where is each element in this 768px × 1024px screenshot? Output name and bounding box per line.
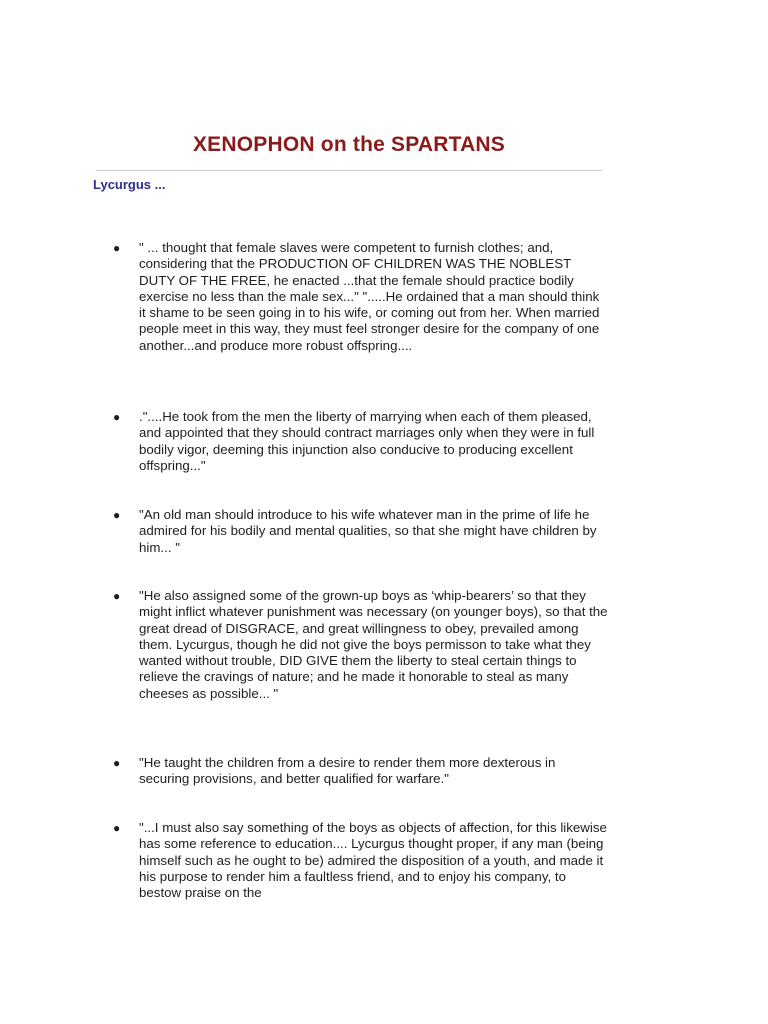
list-item <box>113 588 609 702</box>
page-title: XENOPHON on the SPARTANS <box>192 133 506 156</box>
quote-text: ."....He took from the men the liberty of marrying when each of them pleased, and appointed that they should contract marriages only when they were in full bodily vigor, deeming this injunction also conducive to producing excellent offspring..." <box>139 409 595 473</box>
bullet-icon: ● <box>113 241 121 255</box>
list-item <box>113 240 609 354</box>
section-subheading: Lycurgus ... <box>93 177 166 192</box>
bullet-icon: ● <box>113 756 121 770</box>
quote-text: " ... thought that female slaves were competent to furnish clothes; and, considering that the PRODUCTION OF CHILDREN WAS THE NOBLEST DUTY OF THE FREE, he enacted ...that the female should practice bodily exercise no less than the male sex..." ".....He ordained that a man should think it shame to be seen going in to his wife, or coming out from her. When married people meet in this way, they must feel stronger desire for the company of one another...and produce more robust offspring.... <box>139 240 600 353</box>
list-item <box>113 820 609 901</box>
list-item <box>113 409 609 474</box>
list-item <box>113 755 609 788</box>
quote-text: "He taught the children from a desire to render them more dexterous in securing provisions, and better qualified for warfare." <box>139 755 556 787</box>
title-divider <box>96 170 602 171</box>
quote-text: "An old man should introduce to his wife whatever man in the prime of life he admired for his bodily and mental qualities, so that she might have children by him... " <box>139 507 597 555</box>
list-item <box>113 507 609 556</box>
bullet-icon: ● <box>113 508 121 522</box>
bullet-icon: ● <box>113 589 121 603</box>
quote-text: "...I must also say something of the boys as objects of affection, for this likewise has some reference to education.... Lycurgus thought proper, if any man (being himself such as he ought to be) admired the disposition of a youth, and made it his purpose to render him a faultless friend, and to enjoy his company, to bestow praise on the <box>139 820 607 901</box>
bullet-icon: ● <box>113 410 121 424</box>
quote-text: "He also assigned some of the grown-up boys as ‘whip-bearers’ so that they might inflict whatever punishment was necessary (on younger boys), so that the great dread of DISGRACE, and great willingness to obey, prevailed among them. Lycurgus, though he did not give the boys permisson to take what they wanted without trouble, DID GIVE them the liberty to steal certain things to relieve the cravings of nature; and he made it honorable to steal as many cheeses as possible... " <box>139 588 608 701</box>
bullet-icon: ● <box>113 821 121 835</box>
